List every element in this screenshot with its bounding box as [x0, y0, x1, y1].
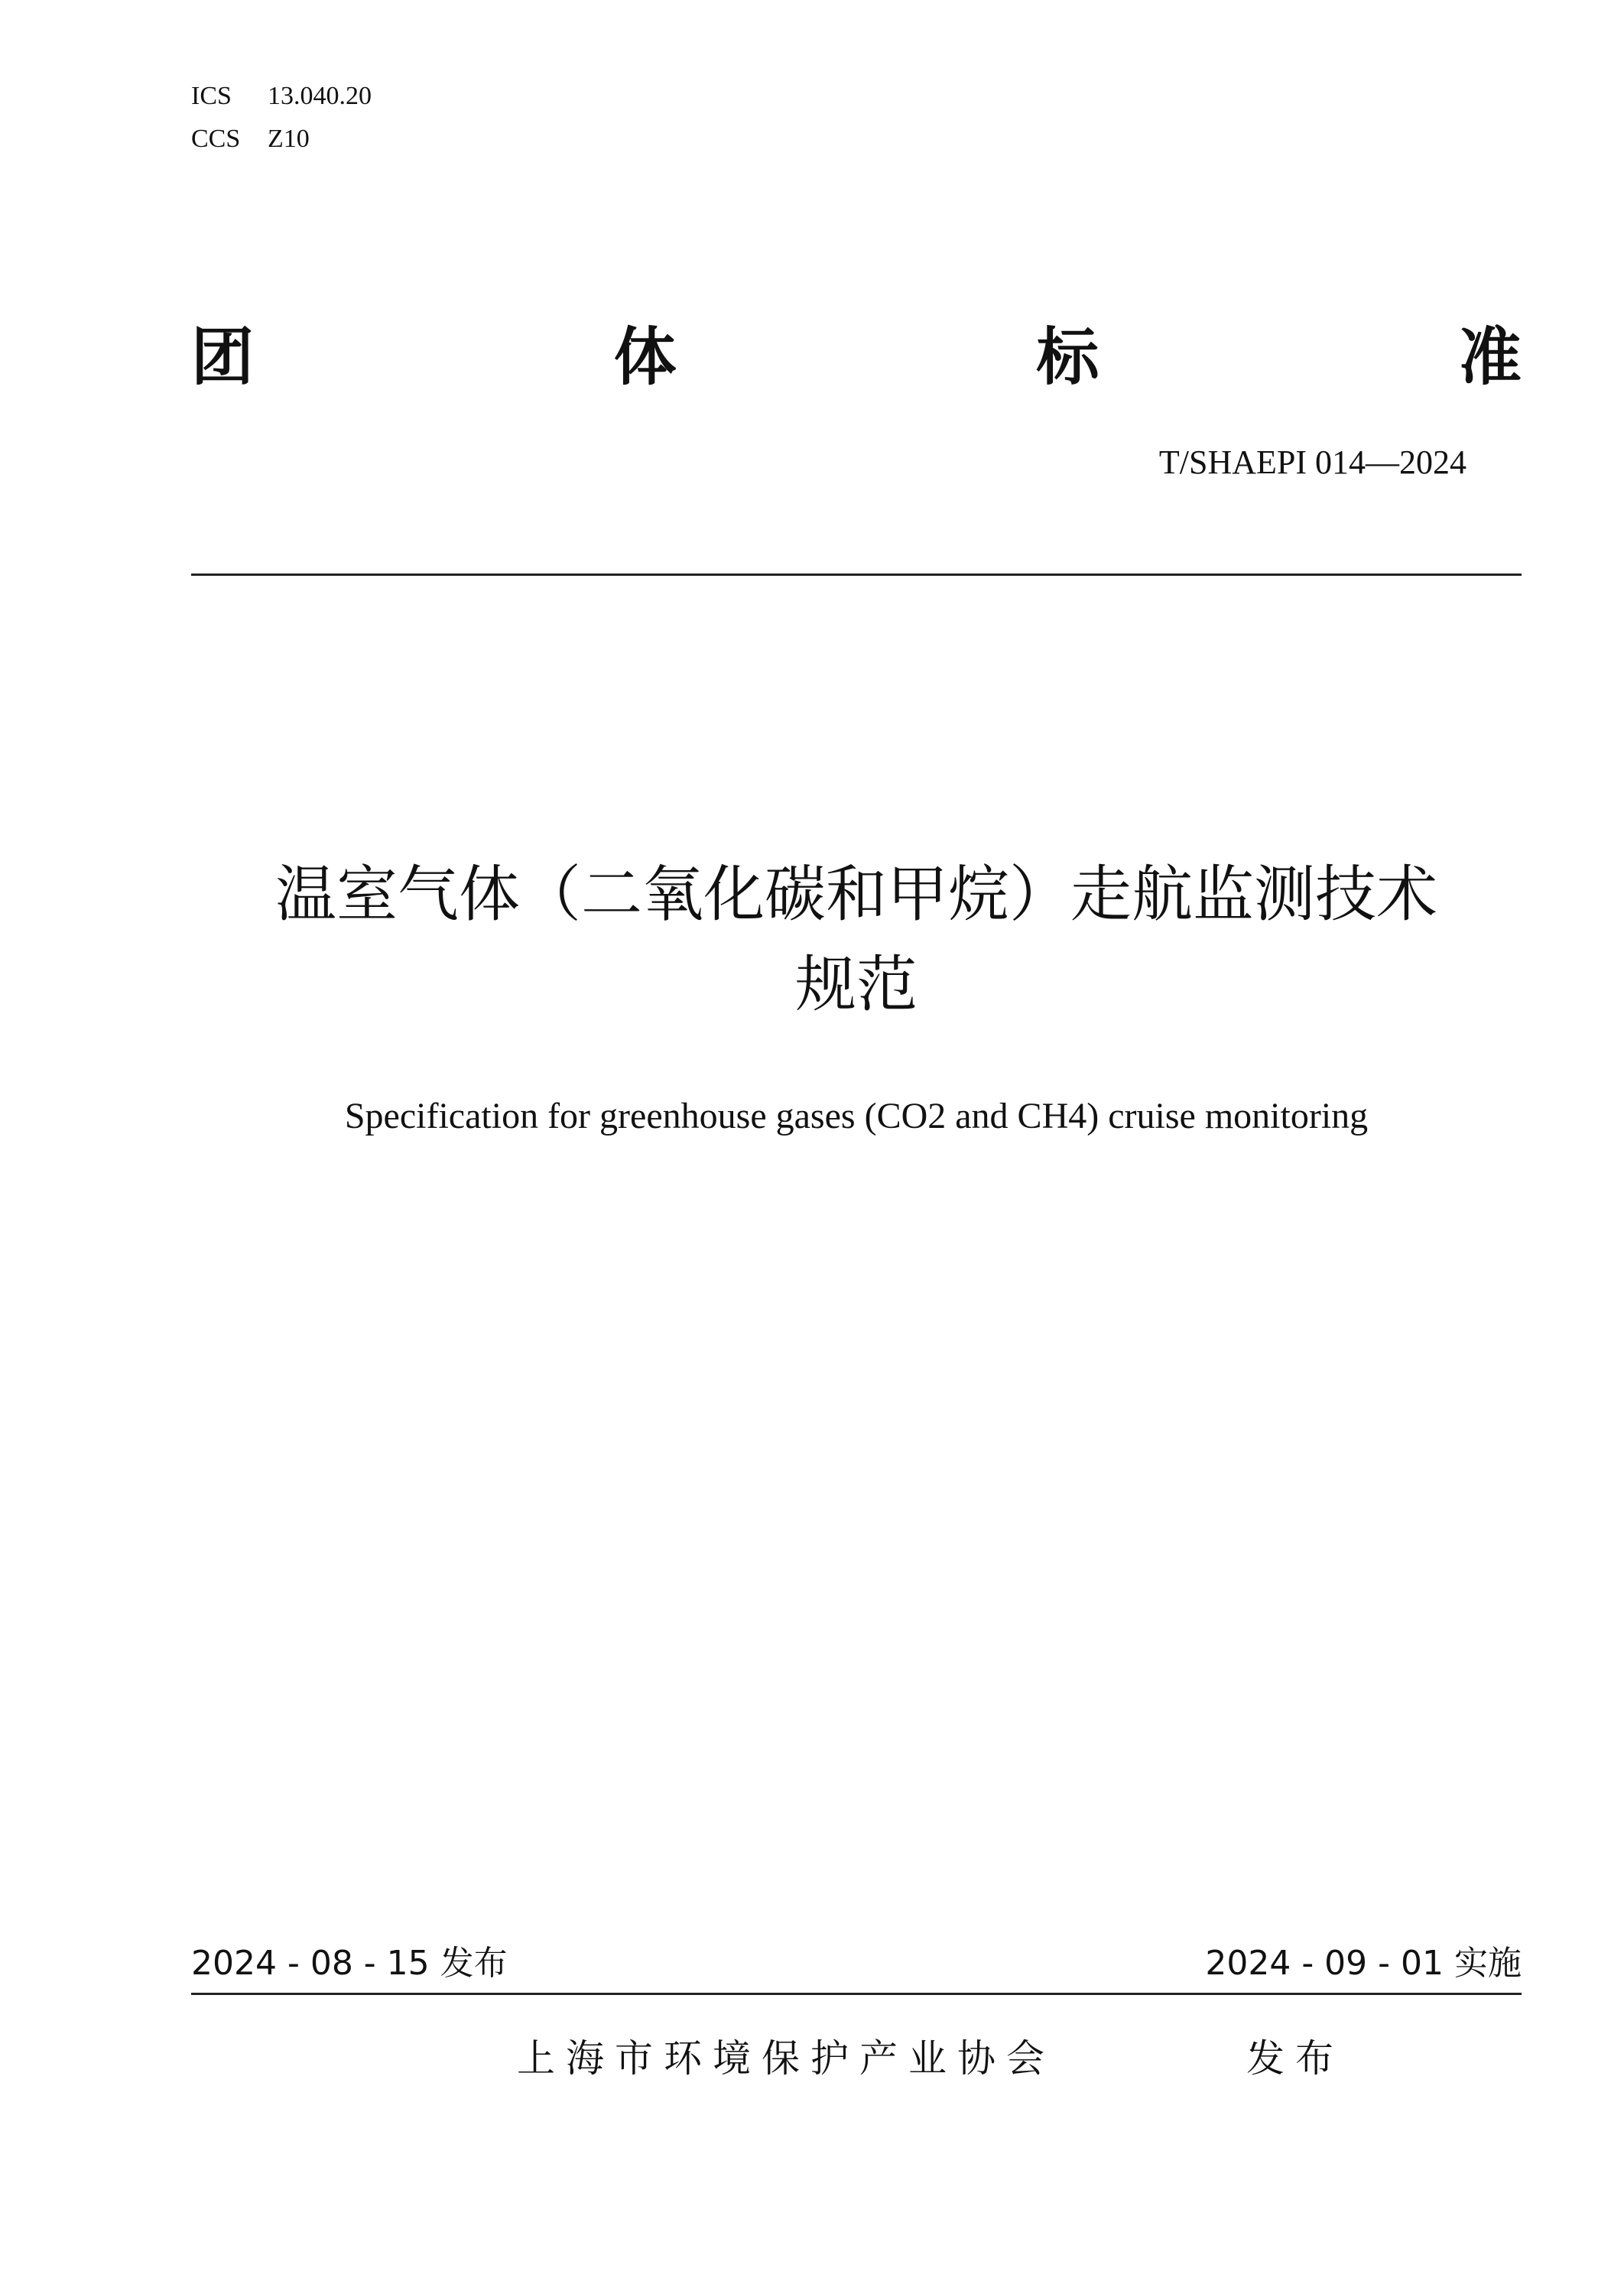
heading-char: 标 [1036, 321, 1099, 394]
standard-number: T/SHAEPI 014—2024 [1158, 444, 1466, 481]
issuer-action: 发布 [1246, 2036, 1344, 2081]
implement-date: 2024 - 09 - 01 实施 [1205, 1944, 1522, 1983]
heading-char: 准 [1458, 321, 1522, 394]
ics-label: ICS [191, 82, 232, 110]
ccs-code [191, 124, 310, 154]
standard-type-heading [191, 320, 1522, 396]
top-divider [191, 574, 1522, 576]
ccs-label: CCS [191, 125, 241, 153]
title-en: Specification for greenhouse gases (CO2 and CH4) cruise monitoring [344, 1096, 1369, 1136]
publish-date: 2024 - 08 - 15 发布 [191, 1944, 508, 1983]
ics-value: 13.040.20 [268, 82, 372, 110]
title-cn-line2: 规范 [795, 949, 918, 1020]
bottom-divider [191, 1993, 1522, 1995]
heading-char: 团 [191, 321, 255, 394]
heading-char: 体 [613, 321, 677, 394]
title-cn-line1: 温室气体（二氧化碳和甲烷）走航监测技术 [275, 859, 1437, 930]
issuer-organization: 上海市环境保护产业协会 [517, 2036, 1055, 2081]
ics-code [191, 81, 372, 112]
ccs-value: Z10 [268, 125, 310, 153]
